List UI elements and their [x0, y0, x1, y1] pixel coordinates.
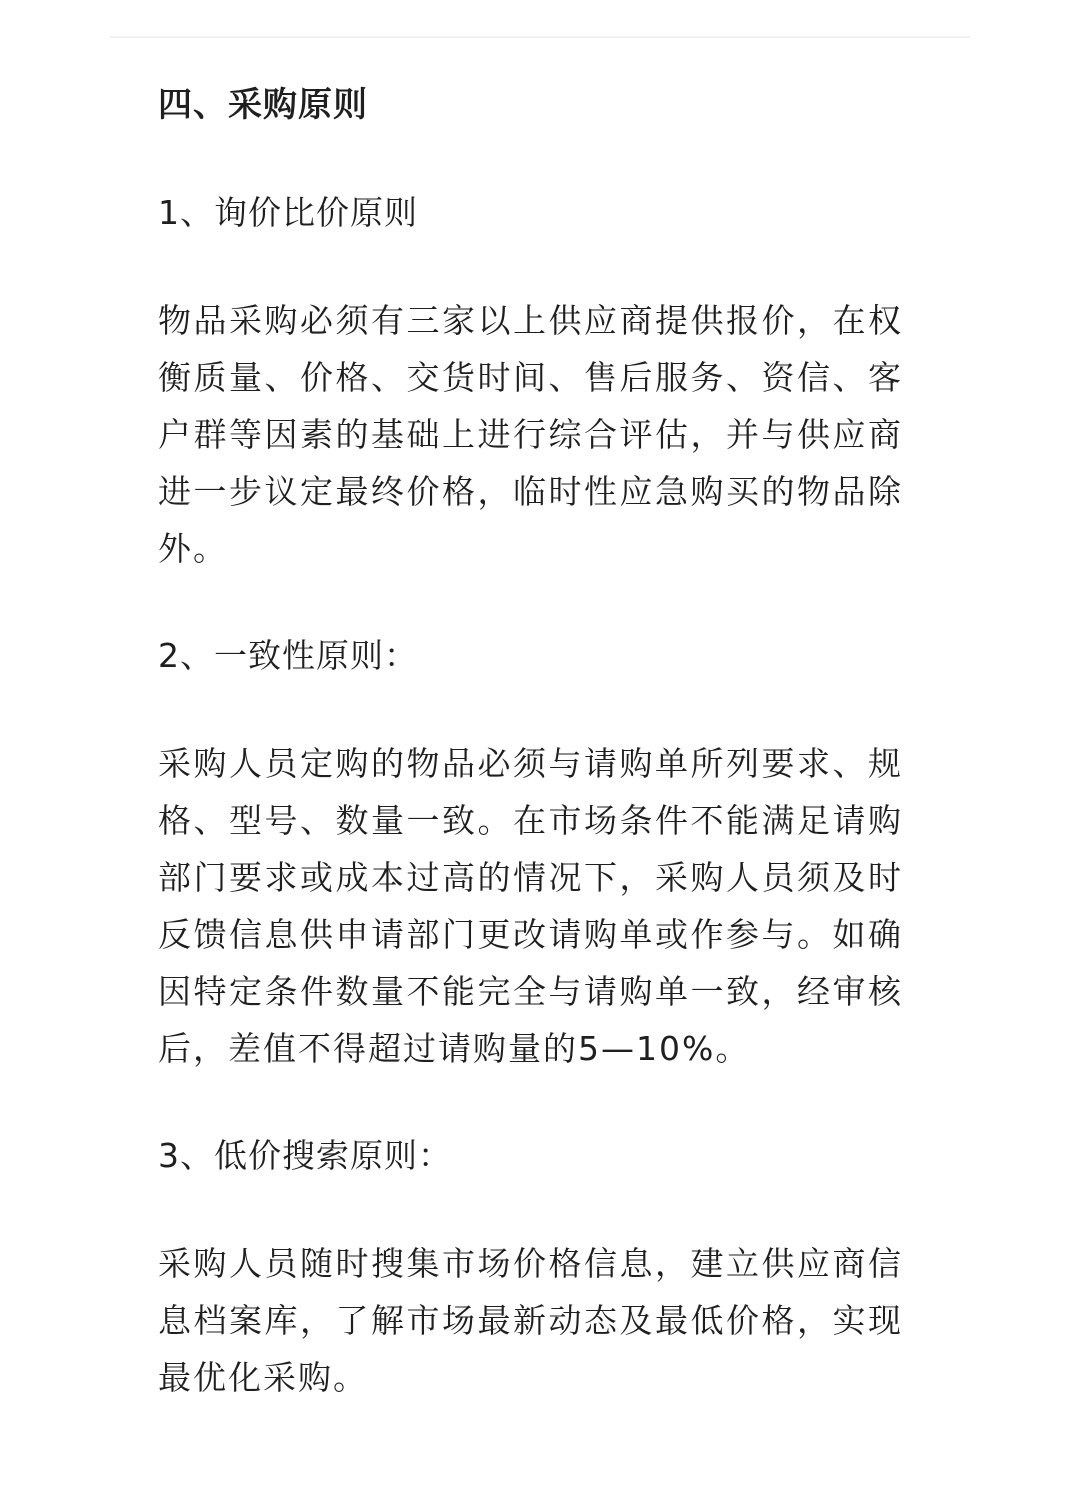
principle-3-body: 采购人员随时搜集市场价格信息，建立供应商信息档案库，了解市场最新动态及最低价格，实现最优化采购。	[158, 1244, 903, 1397]
section-heading: 四、采购原则	[158, 85, 368, 125]
principle-2-body: 采购人员定购的物品必须与请购单所列要求、规格、型号、数量一致。在市场条件不能满足请购部门要求或成本过高的情况下，采购人员须及时反馈信息供申请部门更改请购单或作参与。如确因特定条件数量不能完全与请购单一致，经审核后，差值不得超过请购量的5—10%。	[158, 744, 903, 1068]
top-divider	[110, 36, 970, 38]
principle-3-title: 3、低价搜索原则：	[158, 1136, 452, 1175]
principle-1-title: 1、询价比价原则	[158, 193, 418, 232]
principle-1-body: 物品采购必须有三家以上供应商提供报价，在权衡质量、价格、交货时间、售后服务、资信、客户群等因素的基础上进行综合评估，并与供应商进一步议定最终价格，临时性应急购买的物品除外。	[158, 301, 903, 568]
principle-2-title: 2、一致性原则：	[158, 636, 418, 675]
article-content	[158, 76, 903, 1406]
